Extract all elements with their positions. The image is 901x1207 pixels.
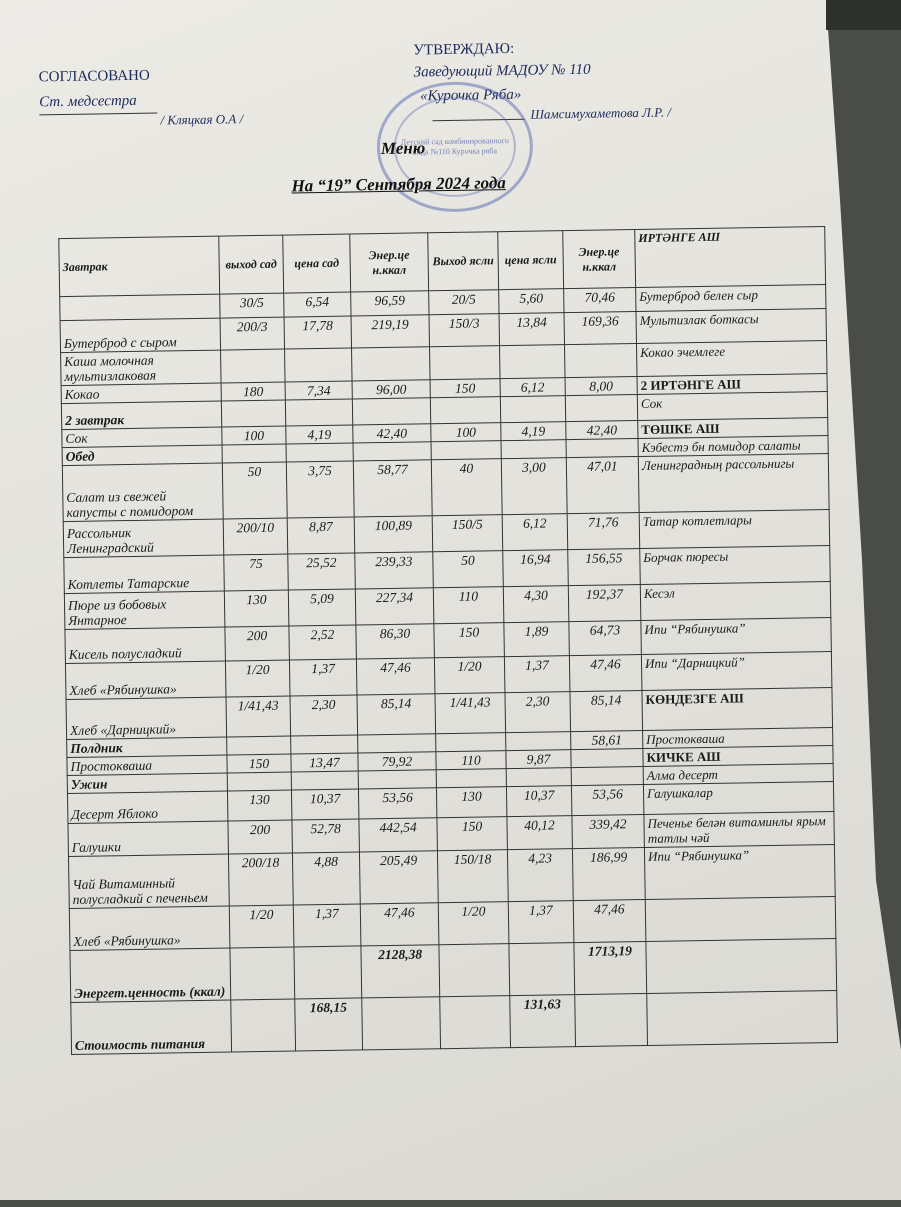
header-price-garden: цена сад: [283, 234, 351, 293]
out-garden: 200/18: [228, 853, 293, 906]
out-nursery: [436, 733, 506, 752]
price-garden: 6,54: [284, 292, 351, 317]
price-garden: 1,37: [289, 659, 357, 696]
out-garden: 50: [222, 462, 287, 519]
dish-name: Кисель полусладкий: [65, 627, 226, 664]
out-nursery: 130: [436, 787, 506, 818]
cost-row: [71, 990, 838, 1054]
kcal-garden: 100,89: [354, 516, 433, 553]
dish-name: Кокао: [61, 383, 221, 404]
dish-name-tatar: 2 ИРТӘНГЕ АШ: [637, 374, 827, 395]
out-garden: 200/10: [223, 518, 288, 555]
dish-name-tatar: Ипи “Дарницкий”: [641, 652, 832, 691]
price-garden: 4,19: [286, 425, 353, 444]
kcal-garden: 58,77: [353, 460, 432, 517]
price-nursery: 4,30: [503, 586, 569, 623]
out-nursery: 100: [431, 423, 501, 442]
dish-name: Сок: [62, 427, 222, 448]
head-name: Шамсимухаметова Л.Р. /: [530, 104, 671, 122]
out-garden: 180: [221, 382, 285, 401]
out-garden: [221, 400, 285, 427]
kcal-nursery: 47,01: [566, 457, 639, 514]
kcal-nursery: 156,55: [568, 549, 641, 586]
kcal-garden: 85,14: [357, 694, 436, 735]
price-nursery: 40,12: [507, 816, 573, 850]
energy-empty: [230, 947, 295, 1000]
dish-name-tatar: Ленинградның рассольнигы: [638, 454, 829, 513]
out-nursery: 20/5: [429, 290, 499, 315]
dish-name: Пюре из бобовых Янтарное: [64, 591, 225, 630]
kcal-garden: 86,30: [356, 624, 435, 659]
head-title: Заведующий МАДОУ № 110: [413, 61, 591, 81]
kcal-nursery: 42,40: [566, 421, 638, 440]
out-garden: [227, 772, 291, 791]
price-nursery: 1,89: [504, 622, 570, 657]
kcal-nursery: 85,14: [570, 690, 643, 731]
dish-name: Котлеты Татарские: [64, 555, 225, 594]
price-garden: 10,37: [291, 789, 358, 820]
kcal-garden: 47,46: [356, 658, 435, 695]
price-nursery: 1,37: [508, 901, 574, 944]
out-nursery: 150/18: [437, 850, 508, 903]
price-nursery: 1,37: [504, 656, 570, 693]
cost-nursery: 131,63: [510, 995, 576, 1048]
menu-date: На “19” Сентября 2024 года: [291, 173, 506, 196]
out-nursery: [436, 769, 506, 788]
price-nursery: 16,94: [503, 550, 569, 587]
price-nursery: 10,37: [506, 786, 571, 817]
dish-name: [60, 294, 220, 321]
dish-name-tatar: Бутерброд белен сыр: [636, 285, 826, 312]
out-garden: [227, 736, 291, 755]
dish-name-tatar: Кесэл: [640, 582, 831, 621]
header-out-garden: выход сад: [219, 235, 284, 294]
kcal-nursery: 47,46: [573, 899, 646, 942]
price-nursery: 6,12: [502, 514, 568, 551]
nurse-title: Ст. медсестра: [39, 92, 137, 111]
energy-empty: [509, 943, 575, 996]
dish-name-tatar: Простокваша: [643, 728, 833, 749]
kcal-nursery: 71,76: [567, 513, 640, 550]
price-garden: [286, 443, 353, 462]
kcal-garden: [352, 347, 431, 381]
dish-name-tatar: [645, 896, 836, 941]
kcal-garden: 227,34: [355, 588, 434, 625]
kcal-garden: [358, 734, 436, 753]
out-nursery: 150: [437, 817, 508, 851]
price-garden: 8,87: [287, 517, 355, 554]
out-garden: 200: [225, 626, 290, 661]
price-nursery: 13,84: [499, 313, 564, 346]
energy-empty: [294, 946, 362, 999]
price-nursery: [501, 440, 566, 459]
kcal-nursery: 192,37: [568, 585, 641, 622]
out-nursery: 110: [436, 751, 506, 770]
out-nursery: 1/20: [434, 657, 505, 694]
kcal-garden: 47,46: [360, 903, 439, 946]
price-nursery: 9,87: [506, 750, 571, 769]
kcal-nursery: 169,36: [564, 312, 636, 345]
dish-name: Хлеб «Рябинушка»: [65, 661, 226, 700]
kcal-garden: 53,56: [358, 788, 436, 819]
price-garden: 25,52: [288, 553, 356, 590]
dish-name-tatar: ТӨШКЕ АШ: [638, 418, 828, 439]
org-name: «Курочка Ряба»: [419, 86, 522, 105]
kcal-garden: 79,92: [358, 752, 436, 771]
header-kcal-nursery: Энер.це н.ккал: [563, 230, 636, 289]
price-garden: [285, 348, 353, 382]
price-garden: 52,78: [292, 819, 360, 853]
header-out-nursery: Выход ясли: [428, 232, 499, 291]
out-nursery: 150/5: [432, 515, 503, 552]
menu-title: Меню: [380, 138, 426, 159]
cost-empty: [647, 990, 838, 1045]
dish-name: Салат из свежей капусты с помидором: [62, 463, 223, 522]
kcal-nursery: 58,61: [571, 730, 643, 749]
out-nursery: 110: [433, 587, 504, 624]
price-garden: 13,47: [291, 753, 358, 772]
dish-name: Полдник: [67, 737, 227, 758]
kcal-garden: 42,40: [353, 424, 431, 443]
header-price-nursery: цена ясли: [498, 231, 564, 290]
energy-nursery: 1713,19: [574, 941, 647, 994]
energy-garden: 2128,38: [361, 945, 440, 998]
kcal-garden: 442,54: [359, 818, 438, 852]
price-garden: 3,75: [286, 461, 354, 518]
kcal-nursery: 53,56: [571, 784, 643, 815]
kcal-nursery: [565, 344, 638, 378]
out-nursery: [431, 441, 501, 460]
stamp-text: Детский сад комбинированного вида №110 Курочка ряба: [393, 96, 517, 198]
out-garden: [221, 349, 286, 383]
dish-name-tatar: Ипи “Рябинушка”: [641, 618, 832, 655]
out-garden: 1/20: [229, 905, 294, 948]
out-garden: 200/3: [220, 317, 284, 350]
cost-empty: [440, 996, 511, 1049]
dish-name-tatar: Мультизлак боткасы: [636, 309, 826, 344]
out-nursery: 1/20: [438, 902, 509, 945]
dish-name: Чай Витаминный полусладкий с печеньем: [68, 854, 229, 909]
out-nursery: 50: [433, 551, 504, 588]
dish-name-tatar: Татар котлетлары: [639, 510, 830, 549]
price-garden: [291, 771, 358, 790]
out-garden: 130: [227, 790, 291, 821]
agreed-label: СОГЛАСОВАНО: [38, 67, 150, 86]
header-kcal-garden: Энер.це н.ккал: [350, 233, 429, 292]
price-nursery: [506, 732, 571, 751]
kcal-garden: 239,33: [355, 552, 434, 589]
nurse-name: / Кляцкая О.А /: [160, 111, 244, 128]
kcal-garden: [358, 770, 436, 789]
nurse-signature-line: [39, 113, 157, 116]
price-garden: 1,37: [293, 904, 361, 947]
approve-label: УТВЕРЖДАЮ:: [413, 40, 515, 59]
dish-name-tatar: Борчак пюресы: [640, 546, 831, 585]
price-garden: 5,09: [288, 589, 356, 626]
price-nursery: 4,23: [507, 849, 573, 902]
menu-table: [58, 226, 838, 1055]
price-nursery: 6,12: [500, 378, 565, 397]
out-nursery: [430, 346, 501, 380]
out-garden: 200: [228, 820, 293, 854]
out-garden: 75: [224, 554, 289, 591]
dish-name: Галушки: [68, 821, 228, 857]
kcal-garden: 96,00: [352, 380, 430, 399]
price-nursery: [506, 768, 571, 787]
price-garden: 7,34: [285, 381, 352, 400]
out-garden: 30/5: [220, 293, 284, 318]
header-meal: Завтрак: [59, 236, 220, 297]
price-nursery: 3,00: [501, 458, 567, 515]
kcal-nursery: [571, 748, 643, 767]
out-nursery: 150: [430, 379, 500, 398]
cost-label: Стоимость питания: [71, 1000, 232, 1055]
header-tatar: ИРТӘНГЕ АШ: [635, 227, 826, 288]
price-garden: 2,52: [289, 625, 357, 660]
kcal-garden: 219,19: [351, 315, 429, 348]
cost-garden: 168,15: [295, 998, 363, 1051]
dish-name-tatar: Кокао эчемлеге: [636, 341, 826, 377]
dish-name: Хлеб «Дарницкий»: [66, 697, 227, 740]
out-nursery: 150: [434, 623, 505, 658]
dish-name: Каша молочная мультизлаковая: [61, 350, 221, 386]
dish-name-tatar: КӨНДЕЗГЕ АШ: [642, 688, 833, 731]
dish-name: Ужин: [67, 773, 227, 794]
out-garden: 150: [227, 754, 291, 773]
price-garden: [291, 735, 358, 754]
kcal-nursery: [566, 439, 638, 458]
dish-name: Десерт Яблоко: [67, 791, 227, 824]
dish-name: Рассольник Ленинградский: [63, 519, 224, 558]
out-nursery: 150/3: [429, 314, 499, 347]
price-nursery: [500, 345, 566, 379]
energy-empty: [646, 938, 837, 993]
dish-name: Хлеб «Рябинушка»: [69, 906, 230, 951]
kcal-garden: 205,49: [359, 851, 438, 904]
out-garden: [222, 444, 286, 463]
kcal-nursery: [565, 395, 637, 422]
price-garden: 4,88: [292, 852, 360, 905]
dish-name-tatar: Печенье белән витаминлы ярым татлы чәй: [644, 811, 834, 847]
out-garden: 1/41,43: [226, 696, 291, 737]
out-nursery: [430, 397, 500, 424]
dish-name: Бутерброд с сыром: [60, 318, 220, 353]
kcal-garden: 96,59: [351, 291, 429, 316]
kcal-nursery: 339,42: [572, 814, 645, 848]
price-garden: [285, 399, 352, 426]
dish-name: 2 завтрак: [61, 401, 221, 430]
dish-name-tatar: Кэбестэ бн помидор салаты: [638, 436, 828, 457]
out-garden: 100: [222, 426, 286, 445]
out-garden: 1/20: [225, 660, 290, 697]
dish-name-tatar: Сок: [637, 392, 827, 421]
price-nursery: 2,30: [505, 692, 571, 733]
energy-empty: [439, 944, 510, 997]
kcal-nursery: 186,99: [572, 847, 645, 900]
dish-name-tatar: КИЧКЕ АШ: [643, 746, 833, 767]
kcal-garden: [353, 442, 431, 461]
kcal-nursery: 47,46: [569, 655, 642, 692]
kcal-nursery: 70,46: [564, 288, 636, 313]
cost-empty: [362, 997, 441, 1050]
dish-name: Простокваша: [67, 755, 227, 776]
kcal-garden: [352, 398, 430, 425]
price-garden: 2,30: [290, 695, 358, 736]
cost-empty: [575, 993, 648, 1046]
dish-name-tatar: Галушкалар: [643, 782, 833, 815]
price-nursery: 4,19: [501, 422, 566, 441]
kcal-nursery: 8,00: [565, 377, 637, 396]
price-nursery: [500, 396, 565, 423]
energy-label: Энергет.ценность (ккал): [70, 948, 231, 1003]
dish-name: Обед: [62, 445, 222, 466]
out-garden: 130: [224, 590, 289, 627]
dish-name-tatar: Алма десерт: [643, 764, 833, 785]
cost-empty: [231, 999, 296, 1052]
dish-name-tatar: Ипи “Рябинушка”: [644, 844, 835, 899]
out-nursery: 40: [431, 459, 502, 516]
price-garden: 17,78: [284, 316, 351, 349]
out-nursery: 1/41,43: [435, 693, 506, 734]
kcal-nursery: 64,73: [569, 621, 642, 656]
kcal-nursery: [571, 766, 643, 785]
price-nursery: 5,60: [499, 289, 564, 314]
